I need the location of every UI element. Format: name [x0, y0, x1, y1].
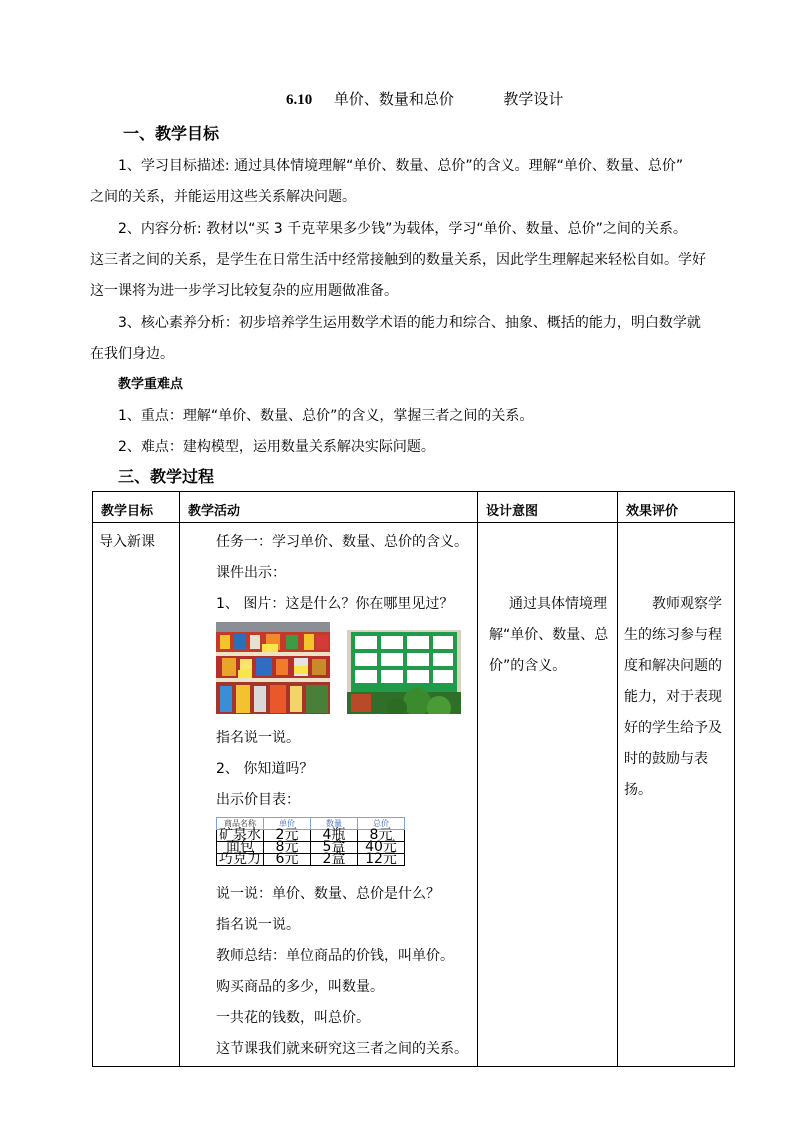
goal-paragraph-2-line-3: 这一课将为进一步学习比较复杂的应用题做准备。 [90, 283, 398, 299]
table-row [217, 854, 405, 866]
activity-do-you-know: 2、 你知道吗？ [216, 761, 314, 777]
price-cell: 4瓶 [311, 830, 358, 842]
price-header-unit-price: 单价 [264, 818, 311, 830]
price-cell: 巧克力 [217, 854, 264, 866]
activity-lesson-focus: 这节课我们就来研究这三者之间的关系。 [216, 1041, 468, 1057]
price-tag-board-photo [347, 622, 461, 714]
price-cell: 矿泉水 [217, 830, 264, 842]
price-header-item: 商品名称 [217, 818, 264, 830]
activity-name-students-2: 指名说一说。 [216, 917, 300, 933]
header-activity: 教学活动 [180, 492, 478, 523]
goal-paragraph-2-line-2: 这三者之间的关系，是学生在日常生活中经常接触到的数量关系，因此学生理解起来轻松自如。学好 [90, 252, 706, 268]
activity-show-price-list: 出示价目表： [216, 792, 300, 808]
price-header-total: 总价 [358, 818, 405, 830]
price-list-table [216, 817, 405, 866]
difficult-point: 2、难点：建构模型，运用数量关系解决实际问题。 [118, 439, 435, 455]
activity-discuss: 说一说：单价、数量、总价是什么？ [216, 886, 440, 902]
header-evaluation: 效果评价 [618, 492, 735, 523]
row-intent-text: 通过具体情境理解“单价、数量、总价”的含义。 [489, 596, 609, 674]
header-intent: 设计意图 [478, 492, 618, 523]
price-cell: 2盒 [311, 854, 358, 866]
table-row [93, 523, 735, 1067]
supermarket-shelf-photo [216, 622, 330, 714]
row-goal-cell [93, 523, 180, 1067]
section-teaching-goals-heading: 一、教学目标 [123, 124, 220, 143]
activity-summary-total: 一共花的钱数，叫总价。 [216, 1010, 370, 1026]
key-point: 1、重点：理解“单价、数量、总价”的含义，掌握三者之间的关系。 [118, 408, 534, 424]
activity-summary-unit-price: 教师总结：单位商品的价钱，叫单价。 [216, 948, 454, 964]
price-cell: 6元 [264, 854, 311, 866]
document-title [286, 88, 563, 109]
price-cell: 面包 [217, 842, 264, 854]
row-goal-text: 导入新课 [99, 534, 155, 550]
goal-paragraph-3-line-2: 在我们身边。 [90, 346, 174, 362]
activity-summary-quantity: 购买商品的多少，叫数量。 [216, 979, 384, 995]
price-cell: 8元 [358, 830, 405, 842]
title-number: 6.10 [286, 92, 313, 108]
teaching-process-table [92, 491, 735, 1067]
title-suffix: 教学设计 [503, 90, 564, 108]
activity-courseware: 课件出示： [216, 565, 286, 581]
title-name: 单价、数量和总价 [333, 90, 454, 108]
key-points-heading: 教学重难点 [118, 377, 184, 392]
row-evaluation-cell [618, 523, 735, 1067]
activity-picture-question: 1、 图片：这是什么？你在哪里见过？ [216, 596, 454, 612]
price-header-quantity: 数量 [311, 818, 358, 830]
price-cell: 8元 [264, 842, 311, 854]
goal-paragraph-1-line-1: 1、学习目标描述: 通过具体情境理解“单价、数量、总价”的含义。理解“单价、数量、总价” [118, 158, 684, 174]
row-evaluation-text: 教师观察学生的练习参与程度和解决问题的能力，对于表现好的学生给予及时的鼓励与表扬。 [624, 596, 722, 798]
header-goal: 教学目标 [93, 492, 180, 523]
row-activity-cell [180, 523, 478, 1067]
activity-name-students-1: 指名说一说。 [216, 730, 300, 746]
goal-paragraph-1-line-2: 之间的关系，并能运用这些关系解决问题。 [90, 189, 356, 205]
row-intent-cell [478, 523, 618, 1067]
table-header-row [93, 492, 735, 523]
goal-paragraph-3-line-1: 3、核心素养分析：初步培养学生运用数学术语的能力和综合、抽象、概括的能力，明白数学就 [118, 315, 701, 331]
price-cell: 2元 [264, 830, 311, 842]
price-cell: 5盒 [311, 842, 358, 854]
activity-task: 任务一：学习单价、数量、总价的含义。 [216, 534, 468, 550]
price-cell: 40元 [358, 842, 405, 854]
section-teaching-process-heading: 三、教学过程 [118, 467, 215, 486]
price-cell: 12元 [358, 854, 405, 866]
goal-paragraph-2-line-1: 2、内容分析: 教材以“买 3 千克苹果多少钱”为载体，学习“单价、数量、总价”之间的关系。 [118, 221, 687, 237]
